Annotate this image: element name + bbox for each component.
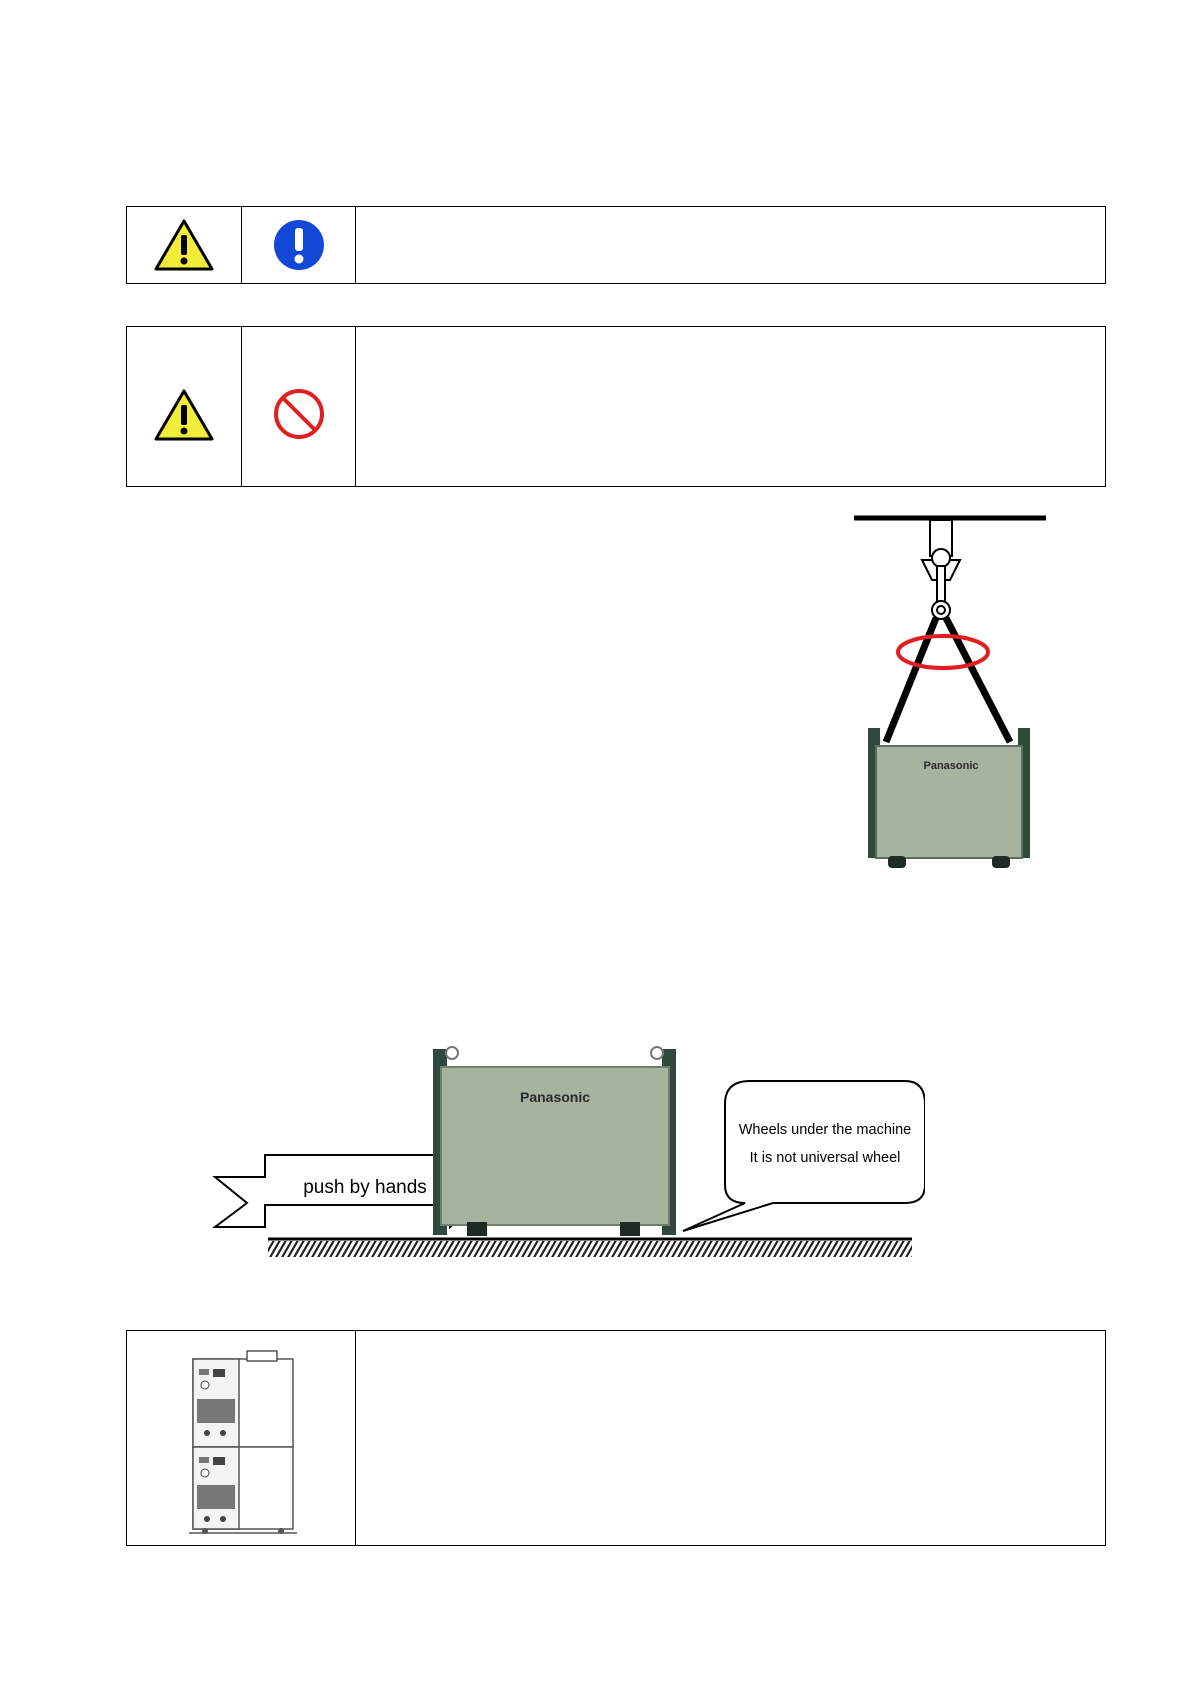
prohibition-cell — [242, 327, 356, 486]
callout-line-1: Wheels under the machine — [738, 1122, 912, 1138]
caution-table-prohibition — [126, 326, 1106, 487]
warning-triangle-icon — [154, 389, 214, 441]
prohibition-text-cell — [356, 327, 1105, 486]
crane-lifting-figure — [850, 510, 1050, 885]
crane-machine-brand: Panasonic — [923, 760, 979, 772]
stacked-machines-cell — [127, 1331, 356, 1545]
prohibition-icon — [272, 387, 326, 441]
mandatory-action-icon — [273, 219, 325, 271]
callout-line-2: It is not universal wheel — [749, 1150, 901, 1166]
ground-hatching — [268, 1241, 912, 1257]
push-machine-brand: Panasonic — [519, 1089, 591, 1105]
caution-table-mandatory — [126, 206, 1106, 284]
warning-cell — [127, 207, 242, 283]
mandatory-text-cell — [356, 207, 1105, 283]
push-arrow-label: push by hands — [303, 1177, 427, 1198]
mandatory-cell — [242, 207, 356, 283]
push-by-hands-figure — [205, 1025, 925, 1265]
sling-highlight-ellipse — [898, 636, 988, 668]
warning-cell — [127, 327, 242, 486]
stacking-table — [126, 1330, 1106, 1546]
stacking-text-cell — [356, 1331, 1105, 1545]
warning-triangle-icon — [154, 219, 214, 271]
stacked-machines-figure — [189, 1343, 299, 1535]
